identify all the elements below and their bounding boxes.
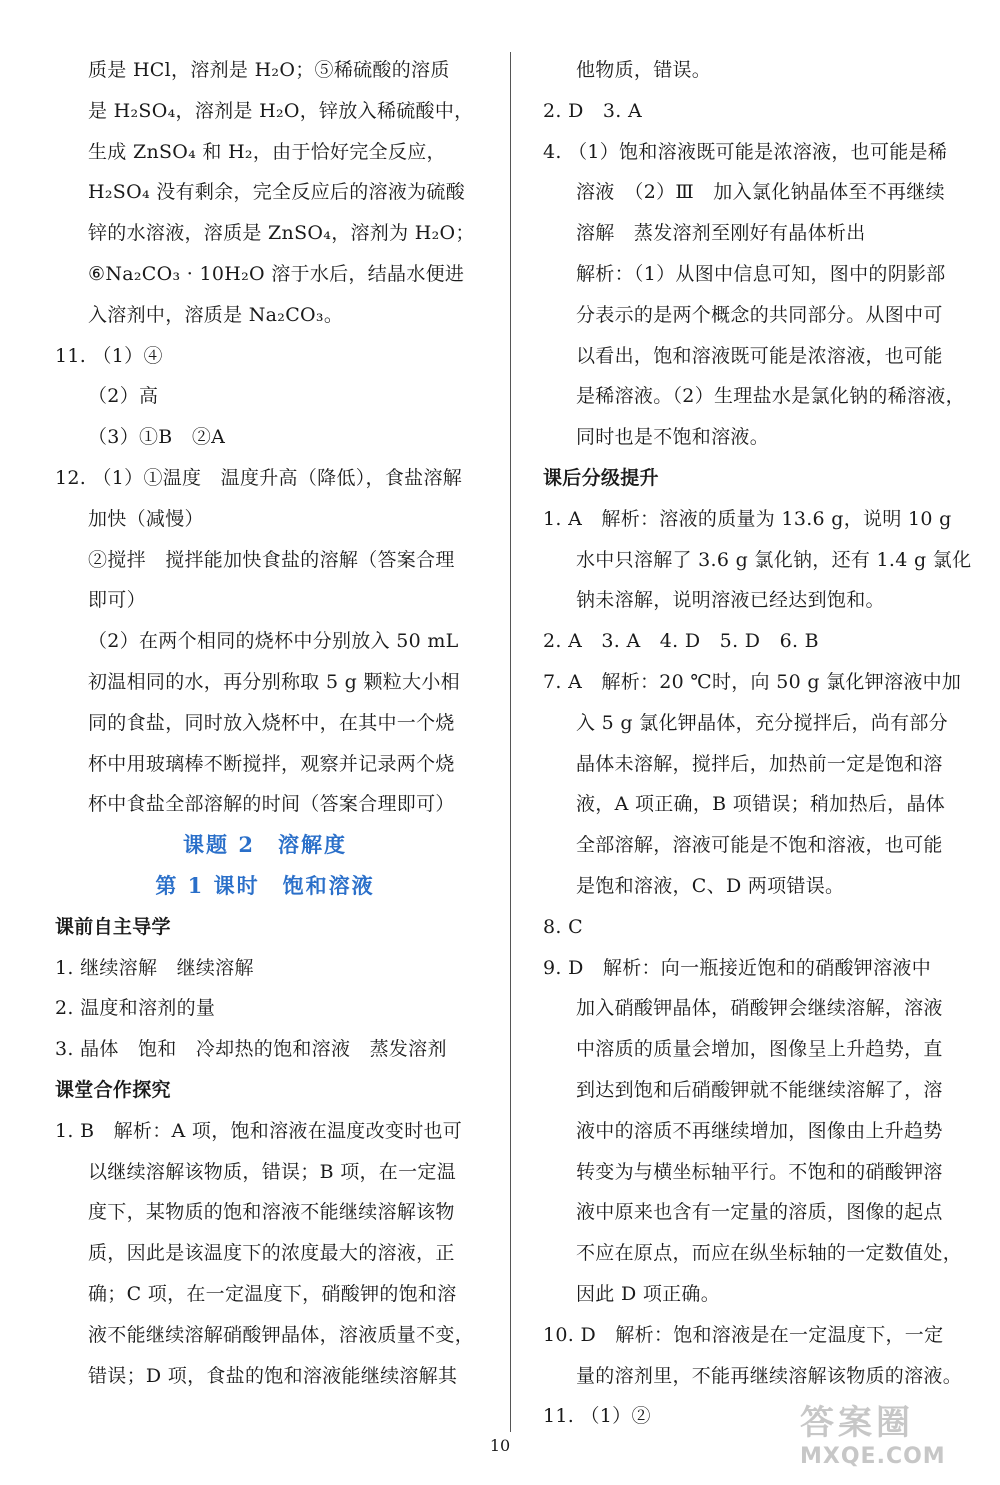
section-title: 第 1 课时 饱和溶液	[155, 872, 375, 898]
text-line: 12. （1）①温度 温度升高（降低），食盐溶解	[55, 466, 463, 489]
text-line: 2. A 3. A 4. D 5. D 6. B	[543, 630, 819, 653]
text-line: 溶解 蒸发溶剂至刚好有晶体析出	[576, 222, 866, 245]
text-line: （2）在两个相同的烧杯中分别放入 50 mL	[88, 630, 459, 653]
text-line: 以看出，饱和溶液既可能是浓溶液，也可能	[576, 344, 943, 367]
text-line: 是饱和溶液，C、D 两项错误。	[576, 874, 845, 897]
text-line: 8. C	[543, 915, 583, 938]
text-line: ②搅拌 搅拌能加快食盐的溶解（答案合理	[88, 548, 455, 571]
text-line: 11. （1）④	[55, 344, 163, 367]
text-line: 中溶质的质量会增加，图像呈上升趋势，直	[576, 1038, 943, 1061]
text-line: 生成 ZnSO₄ 和 H₂，由于恰好完全反应，	[88, 140, 446, 163]
text-line: 因此 D 项正确。	[576, 1282, 721, 1305]
text-line: 以继续溶解该物质，错误；B 项，在一定温	[88, 1160, 457, 1183]
text-line: 11. （1）②	[543, 1405, 651, 1428]
section-heading: 课后分级提升	[543, 466, 659, 489]
text-line: 水中只溶解了 3.6 g 氯化钠，还有 1.4 g 氯化	[576, 548, 972, 571]
text-line: 质是 HCl，溶剂是 H₂O；⑤稀硫酸的溶质	[88, 59, 450, 81]
text-line: 入 5 g 氯化钾晶体，充分搅拌后，尚有部分	[576, 711, 948, 734]
text-line: 4. （1）饱和溶液既可能是浓溶液，也可能是稀	[543, 140, 948, 163]
text-line: 液不能继续溶解硝酸钾晶体，溶液质量不变，	[88, 1323, 475, 1346]
text-line: 量的溶剂里，不能再继续溶解该物质的溶液。	[576, 1364, 963, 1387]
text-line: 是稀溶液。（2）生理盐水是氯化钠的稀溶液，	[576, 385, 965, 408]
text-line: 到达到饱和后硝酸钾就不能继续溶解了，溶	[576, 1078, 943, 1101]
watermark-top-text: 答案圈	[800, 1403, 914, 1443]
text-line: 液中原来也含有一定量的溶质，图像的起点	[576, 1201, 943, 1224]
text-line: 2. 温度和溶剂的量	[55, 997, 216, 1020]
text-line: 钠未溶解，说明溶液已经达到饱和。	[576, 589, 885, 612]
column-divider	[510, 52, 511, 1432]
text-line: （2）高	[88, 385, 159, 408]
text-line: 是 H₂SO₄，溶剂是 H₂O，锌放入稀硫酸中，	[88, 99, 474, 122]
text-line: 锌的水溶液，溶质是 ZnSO₄，溶剂为 H₂O；	[88, 222, 475, 245]
text-line: 杯中食盐全部溶解的时间（答案合理即可）	[88, 793, 455, 816]
text-line: ⑥Na₂CO₃ · 10H₂O 溶于水后，结晶水便进	[88, 262, 465, 285]
section-heading: 课前自主导学	[55, 915, 171, 938]
text-line: 同的食盐，同时放入烧杯中，在其中一个烧	[88, 711, 455, 734]
text-line: 加快（减慢）	[88, 507, 204, 530]
text-line: 7. A 解析：20 ℃时，向 50 g 氯化钾溶液中加	[543, 670, 962, 693]
text-line: 度下，某物质的饱和溶液不能继续溶解该物	[88, 1201, 455, 1224]
text-line: 同时也是不饱和溶液。	[576, 426, 770, 449]
text-line: H₂SO₄ 没有剩余，完全反应后的溶液为硫酸	[88, 181, 466, 204]
right-column	[543, 50, 973, 1437]
text-line: 9. D 解析：向一瓶接近饱和的硝酸钾溶液中	[543, 956, 932, 979]
text-line: 2. D 3. A	[543, 99, 642, 122]
text-line: 10. D 解析：饱和溶液是在一定温度下，一定	[543, 1323, 944, 1346]
section-title: 课题 2 溶解度	[183, 832, 347, 858]
text-line: 质，因此是该温度下的浓度最大的溶液，正	[88, 1242, 455, 1265]
page-number: 10	[489, 1436, 511, 1455]
watermark-logo	[800, 1395, 990, 1475]
text-line: 解析：（1）从图中信息可知，图中的阴影部	[576, 262, 946, 285]
text-line: 全部溶解，溶液可能是不饱和溶液，也可能	[576, 834, 943, 857]
text-line: 液中的溶质不再继续增加，图像由上升趋势	[576, 1119, 943, 1142]
text-line: 加入硝酸钾晶体，硝酸钾会继续溶解，溶液	[576, 997, 943, 1020]
left-column	[55, 50, 475, 1396]
text-line: 液，A 项正确，B 项错误；稍加热后，晶体	[576, 793, 946, 816]
text-line: 1. B 解析：A 项，饱和溶液在温度改变时也可	[55, 1119, 463, 1142]
text-line: （3）①B ②A	[88, 426, 226, 449]
text-line: 分表示的是两个概念的共同部分。从图中可	[576, 303, 943, 326]
text-line: 溶液 （2）Ⅲ 加入氯化钠晶体至不再继续	[576, 181, 945, 204]
text-line: 晶体未溶解，搅拌后，加热前一定是饱和溶	[576, 752, 943, 775]
text-line: 他物质，错误。	[576, 59, 712, 81]
text-line: 即可）	[88, 589, 146, 612]
text-line: 初温相同的水，再分别称取 5 g 颗粒大小相	[88, 670, 460, 693]
text-line: 错误；D 项，食盐的饱和溶液能继续溶解其	[88, 1364, 458, 1387]
text-line: 3. 晶体 饱和 冷却热的饱和溶液 蒸发溶剂	[55, 1038, 447, 1061]
text-line: 1. A 解析：溶液的质量为 13.6 g，说明 10 g	[543, 507, 952, 530]
text-line: 入溶剂中，溶质是 Na₂CO₃。	[88, 303, 344, 326]
text-line: 确；C 项，在一定温度下，硝酸钾的饱和溶	[88, 1282, 457, 1305]
text-line: 转变为与横坐标轴平行。不饱和的硝酸钾溶	[576, 1160, 943, 1183]
text-line: 1. 继续溶解 继续溶解	[55, 956, 254, 979]
text-line: 杯中用玻璃棒不断搅拌，观察并记录两个烧	[88, 752, 455, 775]
section-heading: 课堂合作探究	[55, 1078, 171, 1101]
text-line: 不应在原点，而应在纵坐标轴的一定数值处，	[576, 1242, 963, 1265]
watermark-bottom-text: MXQE.COM	[800, 1444, 946, 1469]
